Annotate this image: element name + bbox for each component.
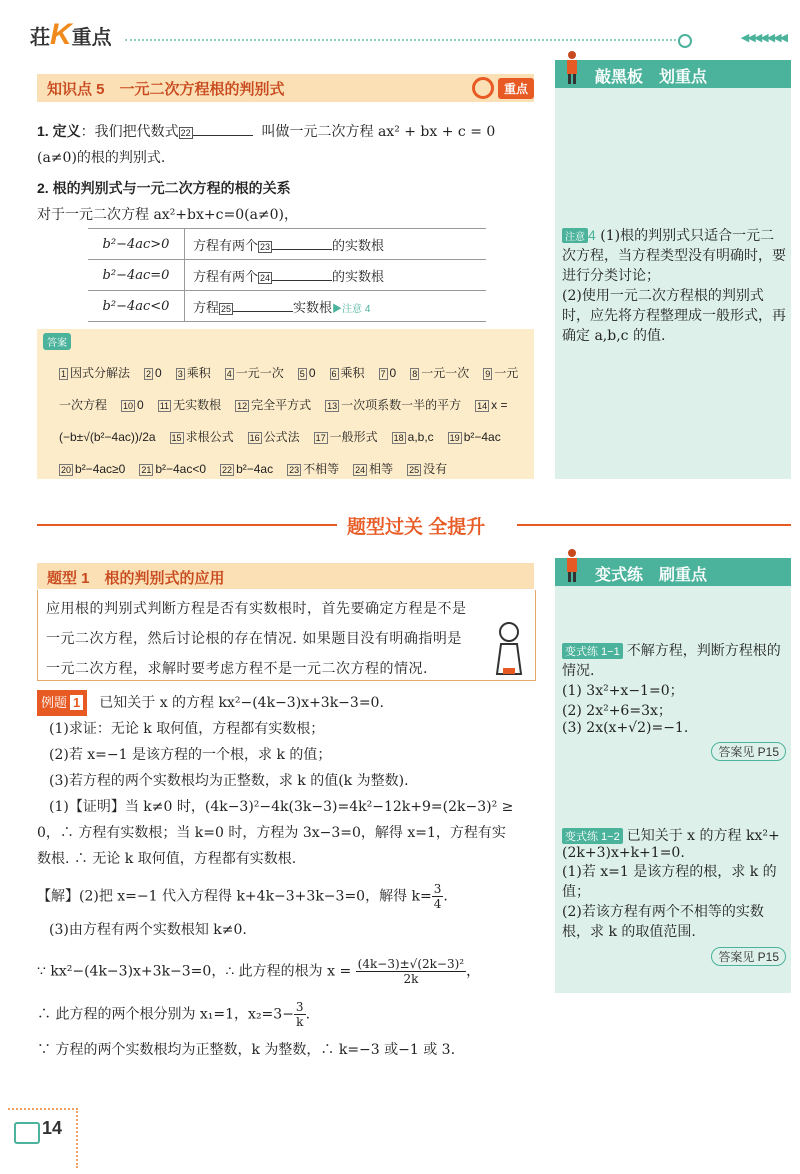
key-badge: 重点 [498, 78, 534, 99]
fraction-numerator: 3 [433, 882, 442, 896]
answer-number: 7 [380, 369, 386, 379]
header-divider [125, 39, 680, 41]
side-panel-title: 变式练 刷重点 [595, 567, 708, 584]
answer-value: b²−4ac [236, 462, 274, 476]
answer-value: 一次项系数一半的平方 [341, 398, 462, 412]
note-number: 4 [588, 227, 596, 243]
example-stem: 已知关于 x 的方程 kx²−(4k−3)x+3k−3=0. [99, 695, 384, 711]
answer-value: x = (−b±√(b²−4ac))/2a [59, 398, 508, 444]
answer-value: 0 [389, 366, 397, 380]
fraction-numerator: (4k−3)±√(2k−3)² [357, 957, 465, 971]
relation-text: 对于一元二次方程 ax²+bx+c=0(a≠0)， [37, 207, 299, 223]
example-number: 1 [70, 695, 83, 710]
answer-value: 一元一次 [421, 366, 470, 380]
answer-number: 10 [123, 401, 134, 411]
definition-text2: 叫做一元二次方程 ax² + bx + c = 0 [261, 124, 496, 140]
fraction-denominator: k [296, 1015, 304, 1029]
solution-1c: 数根. ∴ 无论 k 取何值，方程都有实数根. [37, 851, 297, 867]
teacher-icon [563, 548, 581, 582]
blank-number: 25 [221, 303, 232, 314]
example-label-text: 例题 [41, 695, 68, 710]
answer-item [59, 366, 130, 380]
answer-value: 相等 [369, 462, 394, 476]
fraction-denominator: 4 [433, 897, 442, 911]
solution-1b: 0，∴ 方程有实数根；当 k=0 时，方程为 3x−3=0，解得 x=1，方程有实 [37, 825, 506, 841]
see-answer-link[interactable]: 答案见 P15 [711, 947, 786, 966]
answer-item [287, 462, 339, 476]
example-label [37, 690, 87, 716]
fill-blank [193, 121, 253, 136]
answer-number: 3 [177, 369, 183, 379]
table-cell-condition: b²−4ac=0 [88, 260, 185, 291]
table-cell-result [185, 229, 487, 260]
answer-number: 9 [485, 369, 491, 379]
logo-prefix: 荘 [30, 27, 50, 49]
answer-item [176, 366, 211, 380]
answer-value: 不相等 [303, 462, 340, 476]
answer-value: 0 [308, 366, 316, 380]
practice-text: 已知关于 x 的方程 kx²+(2k+3)x+k+1=0. [562, 828, 780, 861]
answer-value: 一元一次方程 [59, 366, 519, 412]
practice-item: (2)若该方程有两个不相等的实数根，求 k 的取值范围. [562, 904, 764, 940]
practice-label: 变式练 1−1 [562, 643, 623, 659]
table-cell-result [185, 291, 487, 322]
banner-line-left [37, 524, 337, 526]
answer-number: 8 [412, 369, 418, 379]
note-badge: 注意 [562, 228, 588, 243]
practice-2 [562, 825, 786, 966]
banner-line-right [517, 524, 791, 526]
answer-number: 2 [146, 369, 152, 379]
answer-value: b²−4ac≥0 [75, 462, 126, 476]
fraction [294, 1000, 306, 1029]
practice-item: (3) 2x(x+√2)=−1. [562, 720, 689, 736]
answer-number: 16 [249, 433, 260, 443]
answer-value: 完全平方式 [251, 398, 312, 412]
answer-item [248, 430, 300, 444]
blank-number: 23 [260, 241, 271, 252]
answer-item [392, 430, 434, 444]
side-panel-header [555, 558, 791, 586]
question-2: (2)若 x=−1 是该方程的一个根，求 k 的值； [49, 747, 332, 763]
header-arrows-icon: ◀◀◀◀◀◀◀ [740, 31, 786, 44]
practice-1 [562, 640, 786, 761]
answer-item [298, 366, 316, 380]
answer-item [407, 462, 447, 476]
fraction-numerator: 3 [295, 1000, 304, 1014]
solution-2: 【解】(2)把 x=−1 代入方程得 k+4k−3+3k−3=0，解得 k= [37, 888, 432, 905]
result-pre: 方程有两个 [193, 238, 259, 254]
table-row [88, 260, 486, 291]
type-title-bar [37, 563, 534, 589]
answer-number: 24 [355, 465, 366, 475]
blank-number: 22 [180, 128, 191, 138]
answer-number: 19 [449, 433, 460, 443]
header-ring-icon [678, 34, 692, 48]
result-post: 实数根 [293, 300, 333, 316]
side-panel-header [555, 60, 791, 88]
answer-list [59, 357, 529, 485]
see-answer-link[interactable]: 答案见 P15 [711, 742, 786, 761]
table-row [88, 291, 486, 322]
brand-logo [30, 18, 112, 52]
fill-blank [272, 235, 332, 250]
section-banner [37, 512, 791, 538]
answer-item [410, 366, 469, 380]
solution-5: ∴ 此方程的两个根分别为 x₁=1，x₂=3− [37, 1006, 294, 1023]
solution-3: (3)由方程有两个实数根知 k≠0. [49, 922, 247, 938]
discriminant-table [88, 228, 486, 322]
table-row [88, 229, 486, 260]
table-cell-condition: b²−4ac<0 [88, 291, 185, 322]
answer-value: 0 [155, 366, 162, 380]
fraction [356, 957, 466, 986]
note-link[interactable]: ▶注意 4 [332, 303, 371, 315]
fraction-denominator: 2k [403, 972, 419, 986]
answer-number: 13 [327, 401, 338, 411]
example-block: 例题 1 已知关于 x 的方程 kx²−(4k−3)x+3k−3=0. (1)求证：无论 k 取何值，方程都有实数根； (2)若 x=−1 是该方程的一个根，求 k 的值； (3)若方程的两个实数根均为正整数，求 k 的值(k 为整数). (1)【证明】当 k≠0 时，(4k−3)²−4k(3k−3)=4k²−12k+9=(2k−3)² ≥ 0，∴ 方程有实数根；当 k=0 时，方程为 3x−3=0，解得 x=1，方程有实 数根. ∴ 无论 k 取何值，方程都有实数根. 【解】(2)把 x=−1 代入方程得 k+4k−3+3k−3=0，解得 k= $\frac{3}{4}$ . (3)由方程有两个实数根知 k≠0. ∵ kx²−(4k−3)x+3k−3=0，∴ 此方程的根为 x = $\frac{\text{(4k−3)±√(2k−3)²}}{2k}$ ， ∴ 此方程的两个根分别为 x₁=1，x₂=3− $\frac{3}{k}$ . ∵ 方程的两个实数根均为正整数，k 为整数，∴ k=−3 或−1 或 3. [37, 690, 534, 1063]
type-intro-box [37, 590, 536, 681]
answer-number: 17 [315, 433, 326, 443]
footer-divider [8, 1108, 78, 1110]
practice-item: (2) 2x²+6=3x； [562, 703, 672, 719]
practice-label: 变式练 1−2 [562, 828, 623, 844]
result-pre: 方程有两个 [193, 269, 259, 285]
knowledge-title: 知识点 5 一元二次方程根的判别式 [47, 81, 285, 98]
answer-item [139, 462, 206, 476]
logo-k: K [50, 18, 72, 51]
answer-item [330, 366, 365, 380]
logo-suffix: 重点 [71, 27, 112, 49]
teacher-icon [563, 50, 581, 84]
question-1: (1)求证：无论 k 取何值，方程都有实数根； [49, 721, 325, 737]
answer-item [170, 430, 234, 444]
question-3: (3)若方程的两个实数根均为正整数，求 k 的值(k 为整数). [49, 773, 409, 789]
type-intro: 应用根的判别式判断方程是否有实数根时，首先要确定方程是不是一元二次方程，然后讨论根的存在情况. 如果题目没有明确指明是一元二次方程，求解时要考虑方程不是一元二次方程的情况. [46, 601, 467, 677]
answer-value: 0 [137, 398, 144, 412]
answer-value: 没有 [423, 462, 448, 476]
answer-value: 无实数根 [173, 398, 222, 412]
note-paragraph-1: (1)根的判别式只适合一元二次方程，当方程类型没有明确时，要进行分类讨论； [562, 228, 786, 284]
answer-item [220, 462, 273, 476]
answer-item [225, 366, 284, 380]
solution-4: ∵ kx²−(4k−3)x+3k−3=0，∴ 此方程的根为 x = [37, 963, 352, 980]
answer-item [353, 462, 393, 476]
answer-number: 6 [331, 369, 337, 379]
answer-item [158, 398, 221, 412]
answer-value: 因式分解法 [70, 366, 131, 380]
answer-item [448, 430, 501, 444]
answer-value: a,b,c [407, 430, 434, 444]
practice-text: 不解方程，判断方程根的情况. [562, 643, 781, 679]
solution-6: ∵ 方程的两个实数根均为正整数，k 为整数，∴ k=−3 或−1 或 3. [37, 1042, 456, 1058]
table-cell-condition: b²−4ac>0 [88, 229, 185, 260]
table-cell-result [185, 260, 487, 291]
answer-number: 4 [226, 369, 232, 379]
result-post: 的实数根 [332, 269, 385, 285]
answer-item [314, 430, 378, 444]
blank-number: 24 [260, 272, 271, 283]
answer-value: 乘积 [186, 366, 211, 380]
answer-value: b²−4ac<0 [155, 462, 207, 476]
fill-blank [272, 266, 332, 281]
answer-value: 公式法 [263, 430, 300, 444]
page-number: 14 [42, 1118, 63, 1138]
answer-item [144, 366, 162, 380]
answer-number: 23 [289, 465, 300, 475]
answer-number: 12 [237, 401, 248, 411]
answer-item [379, 366, 397, 380]
fraction [432, 882, 444, 911]
side-panel-title: 敲黑板 划重点 [595, 69, 708, 86]
answer-number: 14 [477, 401, 488, 411]
result-post: 的实数根 [332, 238, 385, 254]
answer-value: b²−4ac [463, 430, 501, 444]
definition-block [37, 118, 534, 228]
side-note [562, 225, 786, 345]
answer-number: 22 [222, 465, 233, 475]
compass-icon [14, 1122, 40, 1144]
answer-item [325, 398, 461, 412]
cartoon-thinker-icon [489, 620, 529, 676]
target-icon [472, 77, 494, 99]
answer-number: 1 [61, 369, 67, 379]
note-paragraph-2: (2)使用一元二次方程根的判别式时，应先将方程整理成一般形式，再确定 a,b,c 的值. [562, 288, 786, 344]
answer-number: 15 [171, 433, 182, 443]
answer-number: 5 [299, 369, 305, 379]
answer-label: 答案 [43, 333, 71, 350]
fill-blank [233, 297, 293, 312]
answer-value: 一元一次 [235, 366, 284, 380]
practice-item: (1) 3x²+x−1=0； [562, 683, 684, 699]
answer-number: 25 [409, 465, 420, 475]
section-title: 题型过关 全提升 [337, 512, 495, 539]
solution-1a: (1)【证明】当 k≠0 时，(4k−3)²−4k(3k−3)=4k²−12k+9=(2k−3)² ≥ [49, 799, 514, 815]
relation-label: 2. 根的判别式与一元二次方程的根的关系 [37, 180, 291, 196]
definition-label: 1. 定义 [37, 123, 81, 139]
answer-number: 21 [141, 465, 152, 475]
knowledge-title-bar [37, 74, 534, 102]
answer-number: 20 [61, 465, 72, 475]
type-title: 题型 1 根的判别式的应用 [47, 570, 225, 587]
answer-number: 11 [159, 401, 170, 411]
footer-divider-vertical [76, 1108, 78, 1168]
answer-value: 一般形式 [329, 430, 378, 444]
answer-value: 求根公式 [185, 430, 234, 444]
answer-item [121, 398, 144, 412]
definition-text3: (a≠0)的根的判别式. [37, 150, 166, 166]
answer-box [37, 329, 534, 479]
result-pre: 方程 [193, 300, 220, 316]
answer-item [235, 398, 311, 412]
answer-item [59, 462, 125, 476]
answer-value: 乘积 [340, 366, 365, 380]
definition-text1: ：我们把代数式 [80, 124, 179, 140]
answer-number: 18 [393, 433, 404, 443]
practice-item: (1)若 x=1 是该方程的根，求 k 的值； [562, 864, 777, 900]
